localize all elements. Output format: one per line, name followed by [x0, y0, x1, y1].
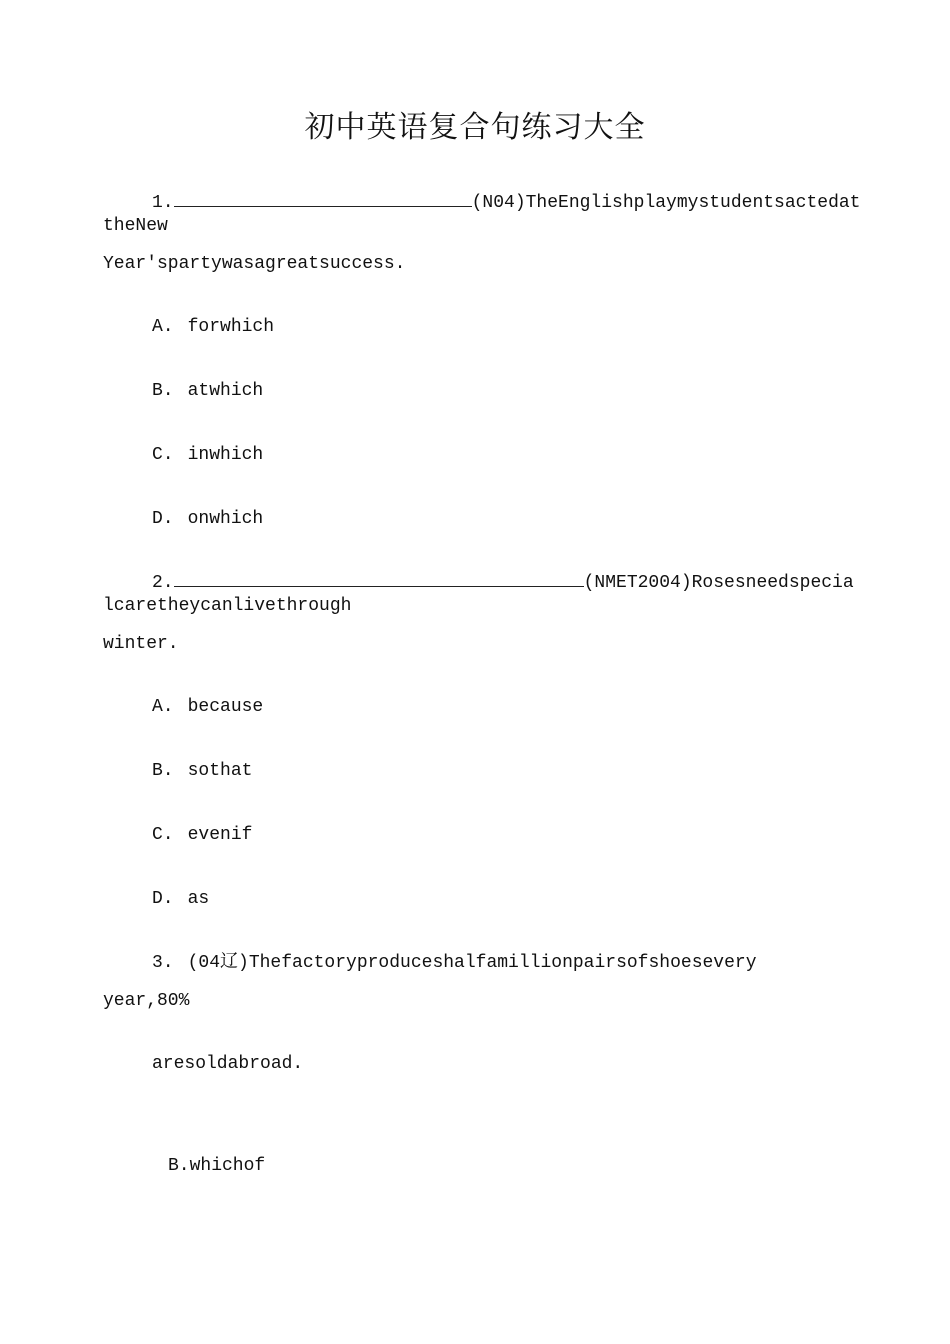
question-3-option-b: B.whichof: [168, 1156, 266, 1176]
question-1-option-a: [152, 316, 274, 338]
option-letter: A.: [152, 697, 174, 717]
option-letter: B.: [152, 761, 174, 781]
option-text: inwhich: [187, 445, 264, 465]
question-1-option-b: [152, 380, 263, 402]
page-title: 初中英语复合句练习大全: [304, 110, 646, 145]
option-text: atwhich: [187, 381, 264, 401]
option-letter: C.: [152, 445, 174, 465]
option-text: because: [187, 697, 264, 717]
option-letter: B.: [152, 381, 174, 401]
question-3-number: 3.: [152, 953, 174, 973]
question-1-option-c: [152, 444, 263, 466]
question-2-option-b: [152, 760, 252, 782]
option-letter: C.: [152, 825, 174, 845]
question-1-continuation-2: Year'spartywasagreatsuccess.: [103, 254, 406, 274]
option-letter: A.: [152, 317, 174, 337]
question-2-option-a: [152, 696, 263, 718]
question-2-continuation-2: winter.: [103, 634, 179, 654]
question-3-line: [152, 952, 757, 974]
question-1-option-d: [152, 508, 263, 530]
option-text: as: [187, 889, 210, 909]
question-2-option-c: [152, 824, 252, 846]
question-3-text: (04辽)Thefactoryproduceshalfamillionpairsofshoesevery: [187, 953, 757, 973]
question-2-number: 2.: [152, 573, 174, 593]
option-text: onwhich: [187, 509, 264, 529]
question-2-text: (NMET2004)Rosesneedspecia: [583, 573, 854, 593]
question-2-option-d: [152, 888, 209, 910]
option-text: forwhich: [187, 317, 275, 337]
question-1-text: (N04)TheEnglishplaymystudentsactedat: [471, 193, 861, 213]
question-1-line: [152, 192, 860, 214]
option-text: evenif: [187, 825, 253, 845]
option-letter: D.: [152, 509, 174, 529]
question-2-continuation: lcaretheycanlivethrough: [103, 596, 352, 616]
question-1-blank: [174, 192, 472, 207]
question-2-line: [152, 572, 854, 594]
question-1-continuation: theNew: [103, 216, 168, 236]
question-3-continuation-2: aresoldabroad.: [152, 1054, 304, 1074]
question-1-number: 1.: [152, 193, 174, 213]
option-text: sothat: [187, 761, 253, 781]
option-letter: D.: [152, 889, 174, 909]
question-3-continuation: year,80%: [103, 991, 190, 1011]
question-2-blank: [174, 572, 584, 587]
